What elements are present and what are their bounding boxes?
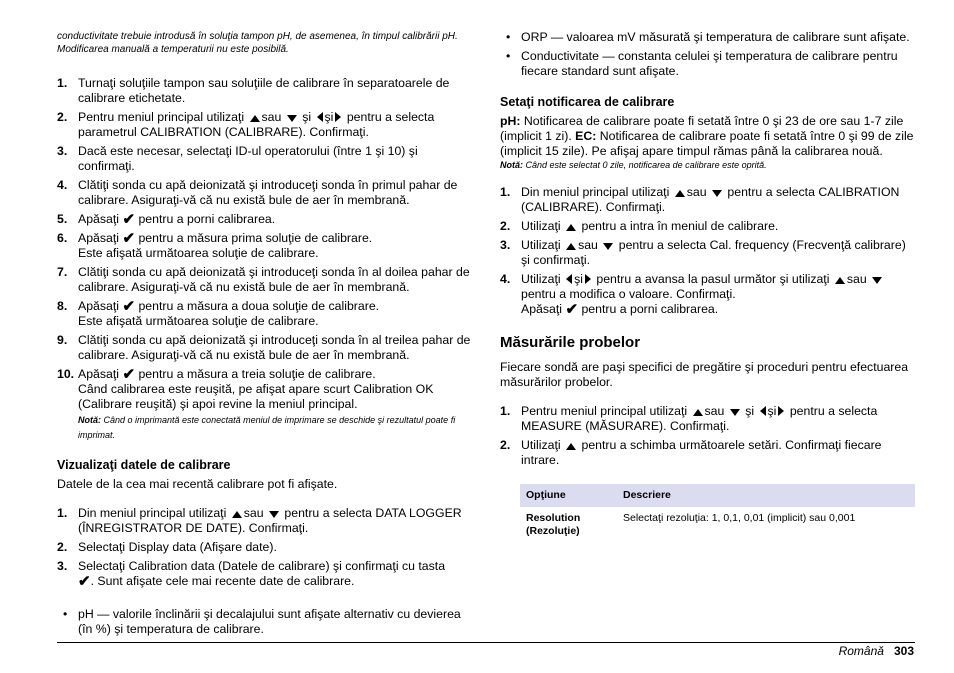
view-data-heading: Vizualizaţi datele de calibrare [57, 458, 231, 472]
list-item: 1. Pentru meniul principal utilizaţi sau şi şi pentru a selecta MEASURE (MĂSURARE). Confirmaţi. [500, 404, 878, 433]
list-item: 4. Utilizaţi şi pentru a avansa la pasul următor şi utilizaţi sau pentru a modifica o valoare. Confirmaţi. Apăsaţi ✔ pentru a porni calibrarea. [500, 272, 915, 317]
arrow-down-icon [712, 190, 722, 197]
arrow-down-icon [603, 243, 613, 250]
arrow-right-icon [585, 274, 591, 284]
notification-steps [500, 185, 915, 317]
notification-heading: Setaţi notificarea de calibrare [500, 95, 675, 109]
arrow-right-icon [778, 406, 784, 416]
calibration-steps [57, 76, 477, 442]
table-header: Opţiune [520, 484, 617, 507]
arrow-left-icon [317, 112, 323, 122]
notification-note: Notă: Când este selectat 0 zile, notificarea de calibrare este oprită. [500, 160, 767, 170]
footer-divider [57, 642, 915, 643]
arrow-up-icon [566, 443, 576, 450]
list-item: • ORP — valoarea mV măsurată şi temperatura de calibrare sunt afişate. [506, 30, 910, 44]
arrow-left-icon [760, 406, 766, 416]
checkmark-icon: ✔ [122, 230, 136, 247]
table-header: Descriere [617, 484, 915, 507]
checkmark-icon: ✔ [122, 211, 136, 228]
table-row [520, 507, 915, 543]
view-data-intro: Datele de la cea mai recentă calibrare pot fi afişate. [57, 477, 338, 491]
settings-table [520, 484, 915, 543]
list-item: 2. Selectaţi Display data (Afişare date). [57, 540, 277, 554]
table-header-row [520, 484, 915, 507]
list-item: 3. Selectaţi Calibration data (Datele de calibrare) şi confirmaţi cu tasta ✔. Sunt afişate cele mai recente date de calibrare. [57, 559, 446, 590]
checkmark-icon: ✔ [565, 301, 579, 318]
list-item: 7. Clătiţi sonda cu apă deionizată şi introduceţi sonda în al doilea pahar de calibrare. Asiguraţi-vă că nu există bule de aer în membrană. [57, 265, 470, 294]
arrow-up-icon [693, 409, 703, 416]
list-item: 8. Apăsaţi ✔ pentru a măsura a doua soluţie de calibrare. Este afişată următoarea soluţie de calibrare. [57, 298, 380, 328]
table-cell: Resolution (Rezoluţie) [526, 512, 581, 537]
list-item: 6. Apăsaţi ✔ pentru a măsura prima soluţie de calibrare. Este afişată următoarea soluţie de calibrare. [57, 230, 373, 260]
measurements-heading: Măsurările probelor [500, 334, 641, 351]
list-item: 1. Turnaţi soluţiile tampon sau soluţiile de calibrare în separatoarele de calibrare etichetate. [57, 76, 450, 105]
note: Notă: Când o imprimantă este conectată meniul de imprimare se deschide şi rezultatul poate fi imprimat. [78, 415, 456, 440]
list-item: 3. Dacă este necesar, selectaţi ID-ul operatorului (între 1 şi 10) şi confirmaţi. [57, 144, 418, 173]
measurements-intro: Fiecare sondă are paşi specifici de pregătire şi proceduri pentru efectuarea măsurărilor probelor. [500, 360, 909, 389]
footer-language: Română [838, 644, 884, 658]
table-cell: Selectaţi rezoluţia: 1, 0,1, 0,01 (implicit) sau 0,001 [623, 512, 856, 524]
checkmark-icon: ✔ [122, 366, 136, 383]
checkmark-icon: ✔ [78, 573, 91, 590]
view-data-steps [57, 506, 477, 589]
list-item: 2. Pentru meniul principal utilizaţi sau şi şi pentru a selecta parametrul CALIBRATION (CALIBRARE). Confirmaţi. [57, 110, 435, 139]
page-footer [839, 644, 914, 658]
list-item: 1. Din meniul principal utilizaţi sau pentru a selecta CALIBRATION (CALIBRARE). Confirmaţi. [500, 185, 900, 214]
list-item: 10. Apăsaţi ✔ pentru a măsura a treia soluţie de calibrare. Când calibrarea este reuşită, pe afişat apare scurt Calibration OK (Calibrare reuşită) şi apoi revine la meniul principal. Notă: Când o imprimantă este conectată meniul de imprimare se deschide şi rezultatul poate fi imprimat. [57, 366, 456, 440]
left-column [57, 30, 477, 641]
list-item: • pH — valorile înclinării şi decalajului sunt afişate alternativ cu devierea (în %) şi temperatura de calibrare. [63, 607, 461, 636]
arrow-down-icon [872, 277, 882, 284]
list-item: 3. Utilizaţi sau pentru a selecta Cal. frequency (Frecvenţă calibrare) şi confirmaţi. [500, 238, 906, 267]
arrow-up-icon [566, 224, 576, 231]
list-item: • Conductivitate — constanta celulei şi temperatura de calibrare pentru fiecare standard sunt afişate. [506, 49, 898, 78]
arrow-up-icon [566, 243, 576, 250]
list-item: 2. Utilizaţi pentru a intra în meniul de calibrare. [500, 219, 779, 233]
arrow-up-icon [835, 277, 845, 284]
arrow-up-icon [675, 190, 685, 197]
intro-note: conductivitate trebuie introdusă în soluţia tampon pH, de asemenea, în timpul calibrării pH. Modificarea manuală a temperaturii nu este posibilă. [57, 31, 458, 55]
right-column [500, 30, 915, 543]
list-item: 2. Utilizaţi pentru a schimba următoarele setări. Confirmaţi fiecare intrare. [500, 438, 882, 467]
arrow-up-icon [250, 115, 260, 122]
list-item: 4. Clătiţi sonda cu apă deionizată şi introduceţi sonda în primul pahar de calibrare. Asiguraţi-vă că nu există bule de aer în membrană. [57, 178, 458, 207]
arrow-down-icon [269, 511, 279, 518]
notification-text: pH: Notificarea de calibrare poate fi setată între 0 şi 23 de ore sau 1-7 zile (implicit 1 zi). EC: Notificarea de calibrare poate fi setată între 0 şi 99 de zile (implicit 15 zile). Pe afişaj apare timpul rămas până la calibrarea nouă. [500, 114, 914, 158]
list-item: 9. Clătiţi sonda cu apă deionizată şi introduceţi sonda în al treilea pahar de calibrare. Asiguraţi-vă că nu există bule de aer în membrană. [57, 333, 471, 362]
arrow-down-icon [287, 115, 297, 122]
measurement-steps [500, 404, 915, 468]
page-number: 303 [893, 644, 914, 658]
view-data-bullets [57, 607, 477, 637]
calibration-data-bullets [500, 30, 915, 79]
arrow-down-icon [730, 409, 740, 416]
arrow-up-icon [232, 511, 242, 518]
checkmark-icon: ✔ [122, 298, 136, 315]
arrow-right-icon [335, 112, 341, 122]
arrow-left-icon [566, 274, 572, 284]
list-item: 1. Din meniul principal utilizaţi sau pentru a selecta DATA LOGGER (ÎNREGISTRATOR DE DATE). Confirmaţi. [57, 506, 462, 535]
list-item: 5. Apăsaţi ✔ pentru a porni calibrarea. [57, 211, 276, 228]
